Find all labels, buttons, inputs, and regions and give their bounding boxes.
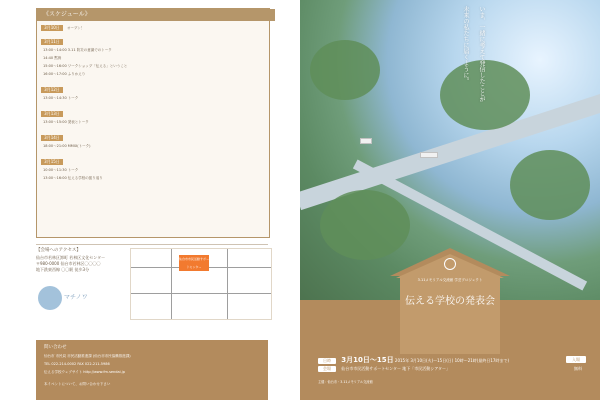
house-body bbox=[400, 276, 500, 354]
tagline-line: いま、一緒に考えて発信したことが bbox=[478, 6, 485, 102]
event-date-row bbox=[318, 356, 588, 364]
schedule-date: 3月15日 bbox=[41, 159, 63, 165]
schedule-box bbox=[36, 8, 270, 238]
access-line: 地下鉄東西線 〇〇駅 徒歩3分 bbox=[36, 267, 90, 272]
access-header: 【会場へのアクセス】 bbox=[36, 248, 81, 253]
event-date-text: 2015年 3月10日(火)～15日(日) 10時～21時(最終日17時まで) bbox=[394, 358, 510, 363]
schedule-date: 3月13日 bbox=[41, 111, 63, 117]
photo-tree bbox=[310, 40, 380, 100]
schedule-date: 3月10日 bbox=[41, 25, 63, 31]
logo-text: マチノワ bbox=[64, 294, 88, 301]
entry-tag: 入場 bbox=[566, 356, 586, 363]
inquiry-title: 問い合わせ bbox=[44, 345, 67, 350]
schedule-item: 10:00～11:30 トーク bbox=[43, 168, 79, 172]
inquiry-panel bbox=[36, 340, 268, 400]
map-road bbox=[171, 249, 172, 319]
access-line: 〒980-0000 仙台市若林区〇〇〇〇 bbox=[36, 261, 101, 266]
map-road bbox=[131, 293, 271, 294]
schedule-item: 13:00～15:00 発表とトーク bbox=[43, 120, 89, 124]
venue-tag: 会場 bbox=[318, 366, 336, 372]
schedule-item: 14:40 黙祷 bbox=[43, 56, 62, 60]
event-subtitle: 3.11メモリアル交流館 学芸プロジェクト bbox=[417, 278, 483, 282]
inquiry-line: TEL 022-214-0002 FAX 022-211-5986 bbox=[44, 362, 110, 366]
date-tag: 日時 bbox=[318, 358, 336, 364]
schedule-item: 15:00～16:00 ワークショップ「伝える」ということ bbox=[43, 64, 128, 68]
schedule-item: 16:00～17:00 ふりかえり bbox=[43, 72, 86, 76]
entry-text: 無料 bbox=[574, 366, 582, 371]
event-date-big: 3月10日～15日 bbox=[341, 356, 394, 364]
circle-icon bbox=[444, 258, 456, 270]
schedule-item: 13:00～16:00 伝える学校の振り返り bbox=[43, 176, 103, 180]
photo-car bbox=[420, 152, 438, 158]
event-footer: 主催：仙台市・3.11メモリアル交流館 bbox=[318, 380, 373, 384]
schedule-item: オープン！ bbox=[67, 26, 85, 30]
schedule-item: 18:00～21:00 MMIX(トーク) bbox=[43, 144, 91, 148]
inquiry-line: 仙台市 市民局 市民活動推進課 (仙台市市民協働推進課) bbox=[44, 354, 131, 358]
tagline-line: 未来の私たちに届くように。 bbox=[462, 6, 469, 84]
schedule-date: 3月12日 bbox=[41, 87, 63, 93]
event-venue-text: 仙台市市民活動サポートセンター 地下「市民活動シアター」 bbox=[341, 366, 450, 371]
photo-car bbox=[360, 138, 372, 144]
photo-tree bbox=[510, 150, 590, 220]
schedule-item: 13:00～14:00 3.11 防災の意識でのトーク bbox=[43, 48, 112, 52]
map-venue-pin: 仙台市市民活動サポートセンター bbox=[179, 257, 210, 269]
inquiry-line: 伝える学校ウェブサイト http://www.fm.sendai.jp bbox=[44, 370, 125, 374]
event-details bbox=[318, 356, 588, 396]
inquiry-line: 本イベントについて、お問い合わせ下さい bbox=[44, 382, 111, 386]
event-title-badge bbox=[390, 248, 510, 356]
map-road bbox=[227, 249, 228, 319]
schedule-item: 13:00～14:30 トーク bbox=[43, 96, 79, 100]
event-entry-row bbox=[318, 365, 588, 373]
logo-icon bbox=[38, 286, 62, 310]
access-line: 仙台市若林区卸町 若林区文化センター bbox=[36, 255, 106, 260]
access-map bbox=[130, 248, 272, 320]
right-panel bbox=[300, 0, 600, 400]
event-title: 伝える学校の発表会 bbox=[405, 296, 495, 307]
schedule-date: 3月14日 bbox=[41, 135, 63, 141]
schedule-title: 《スケジュール》 bbox=[37, 9, 275, 21]
access-text bbox=[36, 255, 105, 273]
schedule-date: 3月11日 bbox=[41, 39, 63, 45]
